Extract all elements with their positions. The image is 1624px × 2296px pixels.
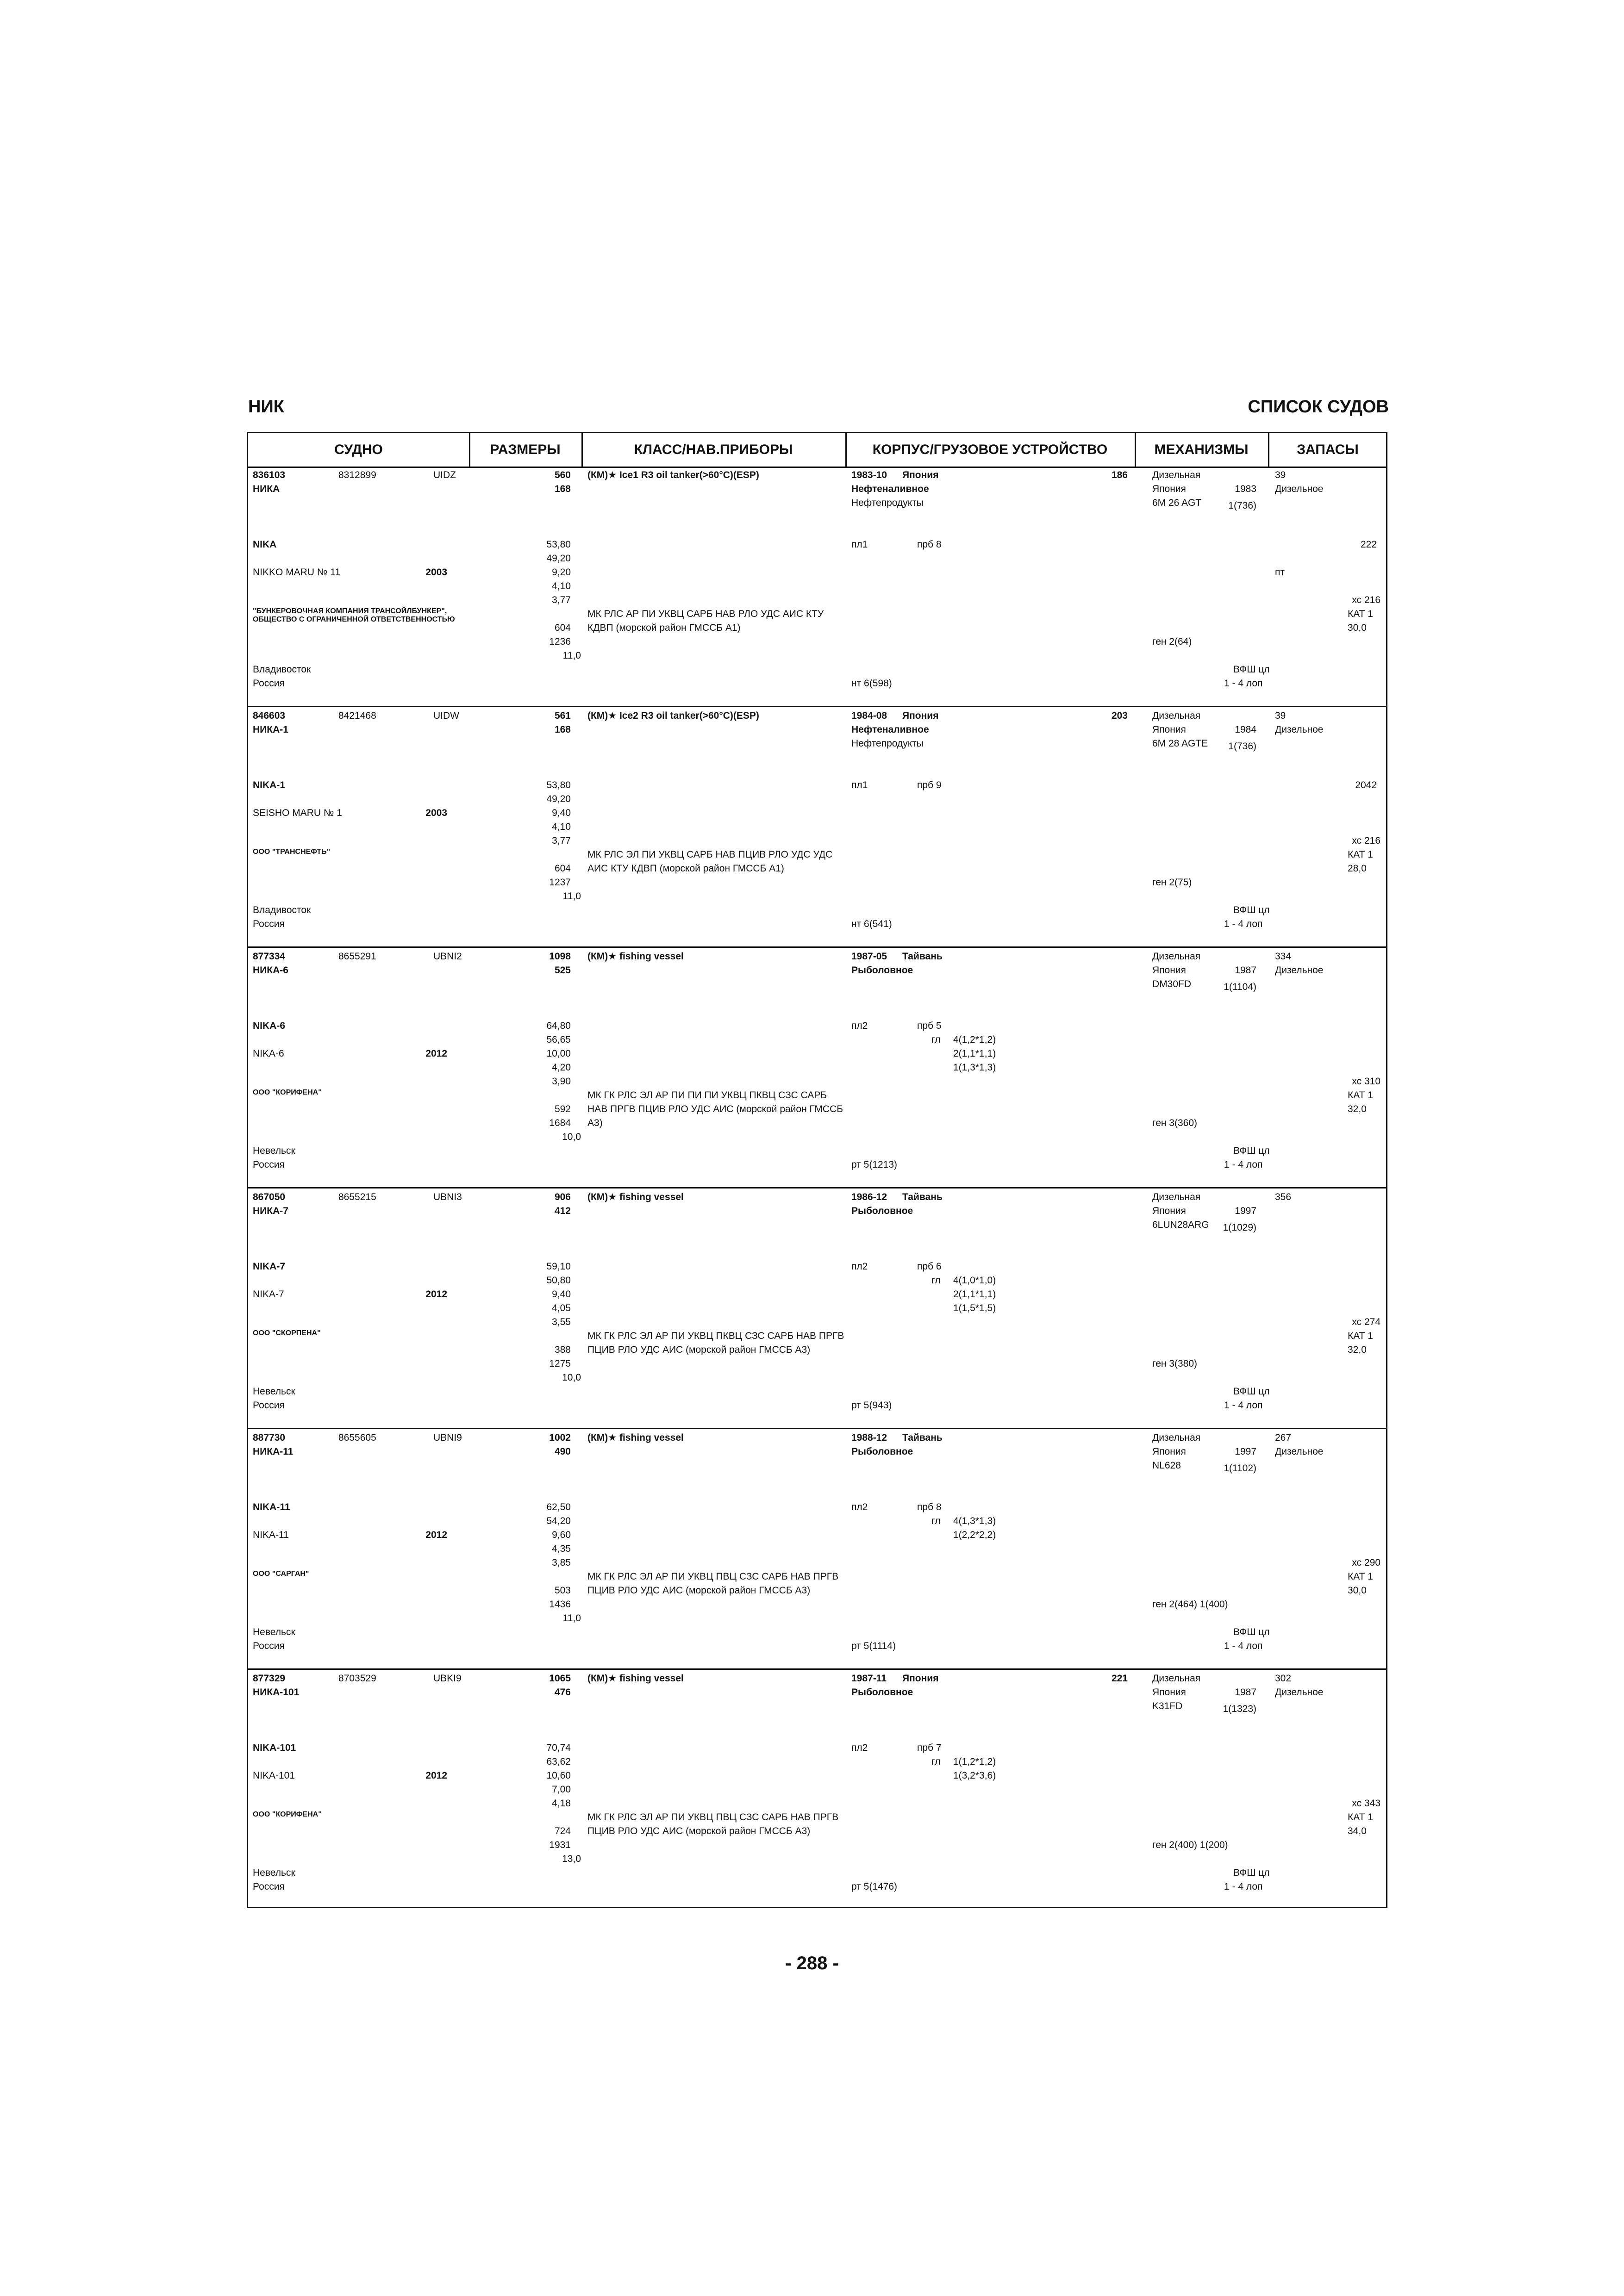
vessel-latin-name: NIKA-7 (253, 1261, 286, 1272)
engine-power: 1(736) (1228, 500, 1256, 511)
draft: 3,77 (552, 595, 571, 605)
home-port: Невельск (253, 1145, 295, 1156)
vessel-record (248, 467, 1386, 707)
call-sign: UIDW (433, 710, 459, 721)
length-overall: 62,50 (546, 1502, 571, 1512)
vessel-latin-name: NIKA-101 (253, 1742, 296, 1753)
class-notation: (КМ)★ fishing vessel (587, 1673, 684, 1684)
breadth: 9,60 (552, 1530, 571, 1540)
tanks: рт 5(1213) (851, 1159, 898, 1170)
length-bp: 49,20 (546, 794, 571, 804)
registry-number: 836103 (253, 470, 286, 480)
length-bp: 54,20 (546, 1516, 571, 1526)
vessel-record (248, 1670, 1386, 1910)
breadth: 10,00 (546, 1048, 571, 1059)
vessel-table (247, 432, 1387, 1908)
owner: ООО "СКОРПЕНА" (253, 1329, 321, 1337)
vessel-type: Нефтеналивное (851, 724, 929, 735)
home-port: Невельск (253, 1867, 295, 1878)
vessel-type: Нефтеналивное (851, 484, 929, 494)
bulkheads: прб 9 (917, 780, 942, 790)
draft: 3,77 (552, 835, 571, 846)
hold-1: 4(1,2*1,2) (953, 1034, 996, 1045)
length-overall: 53,80 (546, 539, 571, 550)
engine-model: 6M 26 AGT (1152, 498, 1202, 508)
draft: 4,18 (552, 1798, 571, 1809)
generators: ген 2(464) 1(400) (1152, 1599, 1228, 1610)
column-header-vessel: СУДНО (334, 442, 383, 457)
engine-power: 1(736) (1228, 741, 1256, 752)
engine-country: Япония (1152, 484, 1186, 494)
net-tonnage: 490 (554, 1446, 571, 1457)
bulkheads: прб 8 (917, 1502, 942, 1512)
home-port: Невельск (253, 1386, 295, 1397)
engine-model: 6M 28 AGTE (1152, 738, 1208, 749)
column-header-hull: КОРПУС/ГРУЗОВОЕ УСТРОЙСТВО (872, 442, 1108, 457)
autonomy: хс 216 (1352, 835, 1380, 846)
vessel-record (248, 1429, 1386, 1670)
former-name: NIKA-6 (253, 1048, 284, 1059)
speed: 10,0 (562, 1132, 581, 1142)
engine-year: 1987 (1235, 965, 1256, 976)
length-overall: 64,80 (546, 1020, 571, 1031)
bulkheads: прб 8 (917, 539, 942, 550)
tanks: нт 6(541) (851, 919, 892, 929)
vessel-latin-name: NIKA (253, 539, 277, 550)
vessel-name: НИКА-1 (253, 724, 288, 735)
breadth: 9,20 (552, 567, 571, 578)
registry-number: 877329 (253, 1673, 286, 1684)
fuel-quantity: 2042 (1355, 780, 1377, 790)
gross-tonnage: 906 (554, 1192, 571, 1202)
category: КАТ 1 (1348, 1812, 1373, 1823)
engine-year: 1983 (1235, 484, 1256, 494)
hull-number: 221 (1111, 1673, 1128, 1684)
category-value: 32,0 (1348, 1104, 1367, 1114)
home-port: Владивосток (253, 905, 311, 915)
autonomy: хс 343 (1352, 1798, 1380, 1809)
build-country: Тайвань (902, 1432, 943, 1443)
draft: 3,85 (552, 1557, 571, 1568)
propeller-blades: 1 - 4 лоп (1224, 1881, 1263, 1892)
stores-extra: пт (1275, 567, 1285, 578)
generators: ген 3(380) (1152, 1358, 1198, 1369)
engine-type: Дизельная (1152, 1673, 1201, 1684)
former-name-year: 2012 (425, 1770, 447, 1781)
engine-year: 1984 (1235, 724, 1256, 735)
column-header-class: КЛАСС/НАВ.ПРИБОРЫ (634, 442, 793, 457)
engine-year: 1987 (1235, 1687, 1256, 1698)
engine-type: Дизельная (1152, 951, 1201, 962)
displacement: 1237 (549, 877, 571, 888)
former-name: SEISHO MARU № 1 (253, 808, 342, 818)
vessel-latin-name: NIKA-1 (253, 780, 286, 790)
crew: 356 (1275, 1192, 1292, 1202)
displacement: 1931 (549, 1840, 571, 1850)
hold-2: 1(2,2*2,2) (953, 1530, 996, 1540)
fuel-type: Дизельное (1275, 965, 1324, 976)
category-value: 30,0 (1348, 1585, 1367, 1596)
column-header-dimensions: РАЗМЕРЫ (490, 442, 561, 457)
speed: 11,0 (562, 891, 581, 902)
class-notation: (КМ)★ fishing vessel (587, 951, 684, 962)
vessel-type: Рыболовное (851, 965, 913, 976)
draft: 3,90 (552, 1076, 571, 1087)
former-name-year: 2003 (425, 808, 447, 818)
build-date: 1986-12 (851, 1192, 887, 1202)
tanks: рт 5(943) (851, 1400, 892, 1411)
flag-country: Россия (253, 678, 285, 689)
build-country: Япония (902, 710, 939, 721)
cargo-type: Нефтепродукты (851, 498, 924, 508)
crew: 302 (1275, 1673, 1292, 1684)
breadth: 10,60 (546, 1770, 571, 1781)
deadweight: 604 (554, 622, 571, 633)
flag-country: Россия (253, 1641, 285, 1651)
autonomy: хс 290 (1352, 1557, 1380, 1568)
decks: пл2 (851, 1020, 868, 1031)
category-value: 32,0 (1348, 1344, 1367, 1355)
deadweight: 724 (554, 1826, 571, 1836)
engine-country: Япония (1152, 1687, 1186, 1698)
gross-tonnage: 1065 (549, 1673, 571, 1684)
former-name: NIKKO MARU № 11 (253, 567, 341, 578)
fuel-quantity: 222 (1360, 539, 1377, 550)
engine-country: Япония (1152, 1206, 1186, 1216)
former-name-year: 2012 (425, 1048, 447, 1059)
deadweight: 503 (554, 1585, 571, 1596)
displacement: 1684 (549, 1118, 571, 1128)
nav-equipment: МК ГК РЛС ЭЛ АР ПИ УКВЦ ПКВЦ СЗС САРБ НАВ ПРГВ ПЦИВ РЛО УДС АИС (морской район ГМССБ А3) (587, 1331, 844, 1355)
displacement: 1436 (549, 1599, 571, 1610)
breadth: 9,40 (552, 808, 571, 818)
fuel-type: Дизельное (1275, 1446, 1324, 1457)
engine-country: Япония (1152, 724, 1186, 735)
engine-power: 1(1102) (1224, 1463, 1256, 1474)
flag-country: Россия (253, 1881, 285, 1892)
gross-tonnage: 1002 (549, 1432, 571, 1443)
engine-power: 1(1029) (1223, 1222, 1256, 1233)
build-date: 1987-05 (851, 951, 887, 962)
holds-label: гл (931, 1034, 941, 1045)
depth: 7,00 (552, 1784, 571, 1795)
propeller-blades: 1 - 4 лоп (1224, 678, 1263, 689)
propeller-blades: 1 - 4 лоп (1224, 919, 1263, 929)
length-overall: 53,80 (546, 780, 571, 790)
build-country: Тайвань (902, 951, 943, 962)
engine-year: 1997 (1235, 1446, 1256, 1457)
call-sign: UBNI2 (433, 951, 462, 962)
column-header-stores: ЗАПАСЫ (1297, 442, 1359, 457)
length-bp: 49,20 (546, 553, 571, 564)
flag-country: Россия (253, 1159, 285, 1170)
category: КАТ 1 (1348, 1331, 1373, 1341)
owner: ООО "ТРАНСНЕФТЬ" (253, 848, 331, 856)
owner: ООО "КОРИФЕНА" (253, 1811, 322, 1818)
gross-tonnage: 561 (554, 710, 571, 721)
vessel-record (248, 948, 1386, 1188)
call-sign: UBNI9 (433, 1432, 462, 1443)
owner: ООО "КОРИФЕНА" (253, 1089, 322, 1096)
length-overall: 59,10 (546, 1261, 571, 1272)
flag-country: Россия (253, 919, 285, 929)
vessel-latin-name: NIKA-11 (253, 1502, 290, 1512)
home-port: Владивосток (253, 664, 311, 675)
page-title: СПИСОК СУДОВ (1248, 397, 1389, 417)
build-date: 1988-12 (851, 1432, 887, 1443)
hold-1: 4(1,0*1,0) (953, 1275, 996, 1286)
call-sign: UIDZ (433, 470, 456, 480)
generators: ген 2(64) (1152, 636, 1192, 647)
vessel-type: Рыболовное (851, 1446, 913, 1457)
engine-model: K31FD (1152, 1701, 1183, 1711)
nav-equipment: МК ГК РЛС ЭЛ АР ПИ ПИ ПИ УКВЦ ПКВЦ СЗС САРБ НАВ ПРГВ ПЦИВ РЛО УДС АИС (морской район ГМССБ А3) (587, 1090, 843, 1128)
engine-country: Япония (1152, 965, 1186, 976)
gross-tonnage: 560 (554, 470, 571, 480)
vessel-latin-name: NIKA-6 (253, 1020, 286, 1031)
vessel-name: НИКА-7 (253, 1206, 288, 1216)
length-overall: 70,74 (546, 1742, 571, 1753)
length-bp: 50,80 (546, 1275, 571, 1286)
engine-model: NL628 (1152, 1460, 1181, 1471)
category-value: 28,0 (1348, 863, 1367, 874)
home-port: Невельск (253, 1627, 295, 1637)
generators: ген 3(360) (1152, 1118, 1198, 1128)
propeller: ВФШ цл (1233, 1145, 1270, 1156)
former-name-year: 2012 (425, 1289, 447, 1300)
autonomy: хс 216 (1352, 595, 1380, 605)
propeller: ВФШ цл (1233, 1386, 1270, 1397)
registry-number: 887730 (253, 1432, 286, 1443)
crew: 39 (1275, 710, 1286, 721)
build-date: 1987-11 (851, 1673, 887, 1684)
net-tonnage: 168 (554, 724, 571, 735)
nav-equipment: МК ГК РЛС ЭЛ АР ПИ УКВЦ ПВЦ СЗС САРБ НАВ ПРГВ ПЦИВ РЛО УДС АИС (морской район ГМССБ А3) (587, 1571, 839, 1596)
net-tonnage: 525 (554, 965, 571, 976)
page-number: - 288 - (785, 1953, 839, 1973)
propeller: ВФШ цл (1233, 905, 1270, 915)
bulkheads: прб 5 (917, 1020, 942, 1031)
category: КАТ 1 (1348, 1090, 1373, 1101)
registry-number: 846603 (253, 710, 286, 721)
holds-label: гл (931, 1516, 941, 1526)
former-name: NIKA-101 (253, 1770, 295, 1781)
hold-2: 2(1,1*1,1) (953, 1289, 996, 1300)
vessel-name: НИКА-11 (253, 1446, 294, 1457)
class-notation: (КМ)★ fishing vessel (587, 1432, 684, 1443)
depth: 4,35 (552, 1543, 571, 1554)
crew: 39 (1275, 470, 1286, 480)
displacement: 1236 (549, 636, 571, 647)
hull-number: 203 (1111, 710, 1128, 721)
engine-country: Япония (1152, 1446, 1186, 1457)
vessel-record (248, 1188, 1386, 1429)
imo-number: 8655215 (338, 1192, 376, 1202)
engine-power: 1(1323) (1223, 1704, 1256, 1714)
imo-number: 8421468 (338, 710, 376, 721)
autonomy: хс 274 (1352, 1317, 1380, 1327)
engine-type: Дизельная (1152, 710, 1201, 721)
vessel-name: НИКА-6 (253, 965, 288, 976)
class-notation: (КМ)★ Ice1 R3 oil tanker(>60°C)(ESP) (587, 470, 759, 480)
depth: 4,20 (552, 1062, 571, 1073)
vessel-record (248, 707, 1386, 948)
speed: 11,0 (562, 1613, 581, 1624)
table-header (248, 433, 1386, 468)
holds-label: гл (931, 1275, 941, 1286)
owner: "БУНКЕРОВОЧНАЯ КОМПАНИЯ ТРАНСОЙЛБУНКЕР", ОБЩЕСТВО С ОГРАНИЧЕННОЙ ОТВЕТСТВЕННОСТЬЮ (253, 607, 455, 623)
tanks: нт 6(598) (851, 678, 892, 689)
hold-1: 1(1,2*1,2) (953, 1756, 996, 1767)
propeller: ВФШ цл (1233, 1867, 1270, 1878)
section-header: НИК (248, 397, 284, 417)
fuel-type: Дизельное (1275, 1687, 1324, 1698)
registry-number: 877334 (253, 951, 286, 962)
build-country: Япония (902, 470, 939, 480)
imo-number: 8312899 (338, 470, 376, 480)
category-value: 34,0 (1348, 1826, 1367, 1836)
deadweight: 604 (554, 863, 571, 874)
generators: ген 2(400) 1(200) (1152, 1840, 1228, 1850)
length-bp: 56,65 (546, 1034, 571, 1045)
call-sign: UBNI3 (433, 1192, 462, 1202)
propeller-blades: 1 - 4 лоп (1224, 1400, 1263, 1411)
hold-1: 4(1,3*1,3) (953, 1516, 996, 1526)
holds-label: гл (931, 1756, 941, 1767)
nav-equipment: МК ГК РЛС ЭЛ АР ПИ УКВЦ ПВЦ СЗС САРБ НАВ ПРГВ ПЦИВ РЛО УДС АИС (морской район ГМССБ А3) (587, 1812, 839, 1836)
imo-number: 8655605 (338, 1432, 376, 1443)
build-date: 1983-10 (851, 470, 887, 480)
engine-power: 1(1104) (1224, 982, 1256, 992)
category-value: 30,0 (1348, 622, 1367, 633)
engine-type: Дизельная (1152, 1432, 1201, 1443)
decks: пл1 (851, 780, 868, 790)
engine-model: DM30FD (1152, 979, 1192, 989)
vessel-name: НИКА-101 (253, 1687, 300, 1698)
build-date: 1984-08 (851, 710, 887, 721)
bulkheads: прб 6 (917, 1261, 942, 1272)
decks: пл1 (851, 539, 868, 550)
nav-equipment: МК РЛС АР ПИ УКВЦ САРБ НАВ РЛО УДС АИС КТУ КДВП (морской район ГМССБ А1) (587, 609, 824, 633)
autonomy: хс 310 (1352, 1076, 1380, 1087)
hold-2: 2(1,1*1,1) (953, 1048, 996, 1059)
former-name-year: 2003 (425, 567, 447, 578)
imo-number: 8703529 (338, 1673, 376, 1684)
decks: пл2 (851, 1261, 868, 1272)
speed: 11,0 (562, 650, 581, 661)
engine-year: 1997 (1235, 1206, 1256, 1216)
vessel-type: Рыболовное (851, 1206, 913, 1216)
decks: пл2 (851, 1502, 868, 1512)
propeller: ВФШ цл (1233, 664, 1270, 675)
displacement: 1275 (549, 1358, 571, 1369)
category: КАТ 1 (1348, 849, 1373, 860)
fuel-type: Дизельное (1275, 484, 1324, 494)
hold-3: 1(1,5*1,5) (953, 1303, 996, 1313)
draft: 3,55 (552, 1317, 571, 1327)
speed: 13,0 (562, 1854, 581, 1864)
speed: 10,0 (562, 1372, 581, 1383)
propeller: ВФШ цл (1233, 1627, 1270, 1637)
deadweight: 592 (554, 1104, 571, 1114)
generators: ген 2(75) (1152, 877, 1192, 888)
imo-number: 8655291 (338, 951, 376, 962)
propeller-blades: 1 - 4 лоп (1224, 1641, 1263, 1651)
class-notation: (КМ)★ fishing vessel (587, 1192, 684, 1202)
hull-number: 186 (1111, 470, 1128, 480)
registry-number: 867050 (253, 1192, 286, 1202)
length-bp: 63,62 (546, 1756, 571, 1767)
vessel-type: Рыболовное (851, 1687, 913, 1698)
build-country: Тайвань (902, 1192, 943, 1202)
net-tonnage: 168 (554, 484, 571, 494)
class-notation: (КМ)★ Ice2 R3 oil tanker(>60°C)(ESP) (587, 710, 759, 721)
crew: 334 (1275, 951, 1292, 962)
net-tonnage: 476 (554, 1687, 571, 1698)
build-country: Япония (902, 1673, 939, 1684)
former-name: NIKA-7 (253, 1289, 284, 1300)
crew: 267 (1275, 1432, 1292, 1443)
propeller-blades: 1 - 4 лоп (1224, 1159, 1263, 1170)
gross-tonnage: 1098 (549, 951, 571, 962)
depth: 4,10 (552, 581, 571, 591)
former-name-year: 2012 (425, 1530, 447, 1540)
net-tonnage: 412 (554, 1206, 571, 1216)
category: КАТ 1 (1348, 1571, 1373, 1582)
hold-2: 1(3,2*3,6) (953, 1770, 996, 1781)
bulkheads: прб 7 (917, 1742, 942, 1753)
fuel-type: Дизельное (1275, 724, 1324, 735)
engine-model: 6LUN28ARG (1152, 1220, 1209, 1230)
nav-equipment: МК РЛС ЭЛ ПИ УКВЦ САРБ НАВ ПЦИВ РЛО УДС УДС АИС КТУ КДВП (морской район ГМССБ А1) (587, 849, 833, 874)
tanks: рт 5(1476) (851, 1881, 898, 1892)
category: КАТ 1 (1348, 609, 1373, 619)
decks: пл2 (851, 1742, 868, 1753)
former-name: NIKA-11 (253, 1530, 289, 1540)
depth: 4,05 (552, 1303, 571, 1313)
owner: ООО "САРГАН" (253, 1570, 309, 1578)
engine-type: Дизельная (1152, 1192, 1201, 1202)
column-header-machinery: МЕХАНИЗМЫ (1154, 442, 1249, 457)
engine-type: Дизельная (1152, 470, 1201, 480)
deadweight: 388 (554, 1344, 571, 1355)
flag-country: Россия (253, 1400, 285, 1411)
breadth: 9,40 (552, 1289, 571, 1300)
depth: 4,10 (552, 821, 571, 832)
vessel-name: НИКА (253, 484, 280, 494)
tanks: рт 5(1114) (851, 1641, 896, 1651)
hold-3: 1(1,3*1,3) (953, 1062, 996, 1073)
cargo-type: Нефтепродукты (851, 738, 924, 749)
call-sign: UBKI9 (433, 1673, 462, 1684)
